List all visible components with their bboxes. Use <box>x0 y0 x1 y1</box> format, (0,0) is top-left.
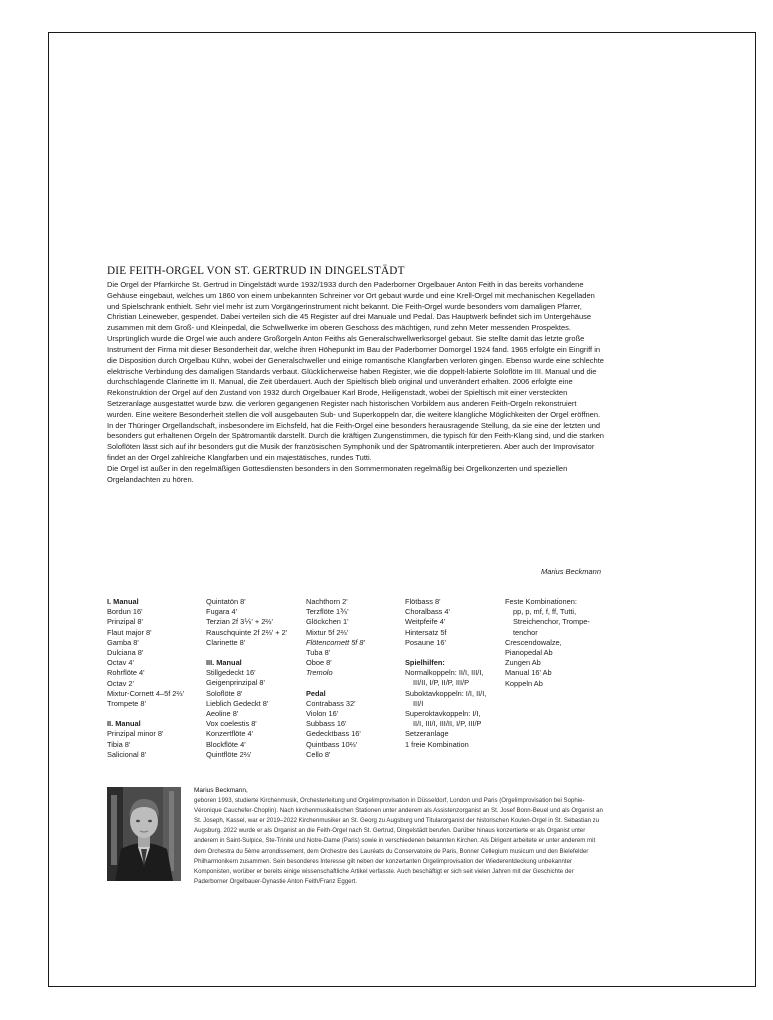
stop-item: Gedecktbass 16' <box>306 729 361 739</box>
stop-list <box>107 607 184 709</box>
stop-item: 1 freie Kombination <box>405 739 469 749</box>
stop-item: Clarinette 8' <box>206 637 246 647</box>
stop-item: Normalkoppeln: II/I, III/I, <box>405 668 484 678</box>
stop-item: Trompete 8' <box>107 699 146 709</box>
stop-item: Zungen Ab <box>505 658 541 668</box>
stop-list <box>306 648 365 668</box>
stop-item: Prinzipal minor 8' <box>107 729 164 739</box>
stop-item: Vox coelestis 8' <box>206 719 257 729</box>
stop-item: II/I, III/I, III/II, I/P, III/P <box>413 719 482 729</box>
stoplist-column-4 <box>405 597 486 750</box>
stop-item: Koppeln Ab <box>505 678 543 688</box>
portrait-photo <box>107 787 181 881</box>
stop-list <box>306 597 365 638</box>
stop-list <box>505 597 590 689</box>
author-signature: Marius Beckmann <box>540 567 601 576</box>
stop-list <box>405 668 486 750</box>
stop-list <box>405 597 486 648</box>
stop-list <box>206 668 287 760</box>
stoplist-column-1 <box>107 597 184 760</box>
article-title: DIE FEITH-ORGEL VON ST. GERTRUD IN DINGELSTÄDT <box>107 265 405 277</box>
stop-list <box>206 597 287 648</box>
stop-item: Crescendowalze, <box>505 637 562 647</box>
stop-item: Flötencornett 5f 8' <box>306 637 365 647</box>
stop-item: Mixtur 5f 2⅔' <box>306 627 349 637</box>
stoplist-column-5 <box>505 597 590 689</box>
stop-item: Suboktavkoppeln: I/I, II/I, <box>405 688 487 698</box>
portrait-image <box>107 787 181 881</box>
stop-item: Choralbass 4' <box>405 607 450 617</box>
article-body <box>107 280 605 485</box>
stop-item: Superoktavkoppeln: I/I, <box>405 709 481 719</box>
article-paragraph: Die Orgel der Pfarrkirche St. Gertrud in Dingelstädt wurde 1932/1933 durch den Paderborner Orgelbauer Anton Feith in das bereits vorhandene Gehäuse eingebaut, welches um 1860 von einem unbekannten Schreiner vor Ort gebaut wurde und eine Krell-Orgel mit mechanischen Kegelladen und Spielschrank enthielt. Sehr viel mehr ist zum Vorgängerinstrument nicht bekannt. Die Feith-Orgel wurde besonders vom damaligen Pfarrer, Christian Leineweber, gespendet. Dabei verteilen sich die 45 Register auf drei Manuale und Pedal. Das Hauptwerk befindet sich im Untergehäuse zusammen mit dem Groß- und Kleinpedal, die Schwellwerke im oberen Geschoss des mächtigen, rund zehn Meter messenden Prospektes. Ursprünglich wurde die Orgel wie auch andere Großorgeln Anton Feiths als Generalschwellwerksorgel gebaut. Sie stellte damit das letzte große Instrument der Firma mit dieser Besonderheit dar, welche ihren Höhepunkt im Bau der Paderborner Domorgel 1924 fand. 1965 erfolgte ein Eingriff in die Disposition durch Orgelbau Kühn, wobei der Generalschweller und einige romantische Klangfarben verloren gingen. Ebenso wurde eine schlechte elektrische Verbindung des damaligen Standards verbaut. Glücklicherweise haben Register, wie die doppelt-labierte Soloflöte im III. Manual und die durchschlagende Clarinette im II. Manual, die Zeit überdauert. Auch der Spieltisch blieb original und unverändert erhalten. 2006 erfolgte eine Rekonstruktion der Orgel auf den Zustand von 1932 durch Orgelbauer Karl Brode, Heiligenstadt, wobei der Spieltisch mit einer versteckten Setzeranlage ausgestattet wurde bzw. die verloren gegangenen Register nach historischen Vorbildern aus anderen Feith-Orgeln rekonstruiert wurden. Eine weitere Besonderheit stellen die voll ausgebauten Sub- und Superkoppeln dar, die weitere klangliche Möglichkeiten der Orgel eröffnen. In der Thüringer Orgellandschaft, insbesondere im Eichsfeld, hat die Feith-Orgel eine besonders herausragende Stellung, da sie eine der letzten und besonders gut erhaltenen Orgeln der Spätromantik darstellt. Durch die kräftigen Zungenstimmen, die typisch für den Feith-Klang sind, und die starken Soloflöten lässt sich auf ihr besonders gut die Musik der französischen Symphonik und der Spätromantik interpretieren. Aber auch der Improvisator findet an der Orgel zahlreiche Klangfarben und ein majestätisches, rundes Tutti. <box>107 280 604 462</box>
playing-aids-heading: Spielhilfen: <box>405 658 445 668</box>
stop-item: Subbass 16' <box>306 719 347 729</box>
stop-item: Mixtur-Cornett 4–5f 2⅔' <box>107 688 184 698</box>
stop-item: Lieblich Gedeckt 8' <box>206 698 269 708</box>
stop-item: Flaut major 8' <box>107 627 152 637</box>
stop-item: Pianopedal Ab <box>505 648 553 658</box>
stop-item: Rauschquinte 2f 2⅔' + 2' <box>206 627 288 637</box>
bio-name: Marius Beckmann, <box>194 787 248 794</box>
stop-item: Octav 4' <box>107 658 134 668</box>
stop-item: Nachthorn 2' <box>306 597 348 606</box>
stop-item: Posaune 16' <box>405 637 446 647</box>
manual-3-heading: III. Manual <box>206 658 242 668</box>
stop-item: III/I <box>413 698 424 708</box>
stop-item: Gamba 8' <box>107 637 139 647</box>
stop-item: tenchor <box>513 627 538 637</box>
stop-item: Dulciana 8' <box>107 648 144 658</box>
stop-item: Flötbass 8' <box>405 597 441 606</box>
stop-list <box>306 699 365 760</box>
stop-item: Manual 16' Ab <box>505 668 552 678</box>
stop-item: Bordun 16' <box>107 607 143 617</box>
tremolo-label: Tremolo <box>306 668 333 678</box>
stop-item: III/II, I/P, II/P, III/P <box>413 678 470 688</box>
stop-item: Rohrflöte 4' <box>107 668 145 678</box>
stop-item: pp, p, mf, f, ff, Tutti, <box>513 607 577 617</box>
stop-item: Setzeranlage <box>405 729 449 739</box>
article-paragraph: Die Orgel ist außer in den regelmäßigen Gottesdiensten besonders in den Sommermonaten regelmäßig bei Orgelkonzerten und speziellen Orgelandachten zu hören. <box>107 463 568 484</box>
bio-text: geboren 1993, studierte Kirchenmusik, Orchesterleitung und Orgelimprovisation in Düsseldorf, London und Paris (Orgelimprovisation bei Sophie-Véronique Cauchefer-Choplin). Nach kirchenmusikalischen Stationen unter anderem als Assistenzorganist an St. Josef Bonn-Beuel und als Organist an St. Joseph, Kassel, war er 2019–2022 Kirchenmusiker an St. Georg zu Augsburg und Titularorganist der historischen Koulen-Orgel in St. Sebastian zu Augsburg. 2022 wurde er als Organist an die Feith-Orgel nach St. Gertrud, Dingelstädt berufen. Darüber hinaus konzertierte er als Organist unter anderem in Saint-Sulpice, Ste-Trinité und Notre-Dame (Paris) sowie in verschiedenen bekannten Kirchen. Als Dirigent arbeitete er unter anderem mit dem Orchestra du 5ème arrondissement, dem Orchestre des Lauréats du Conservatoire de Paris, Bonner Cellegium musicum und den Bielefelder Philharmonikern zusammen. Sein besonderes Interesse gilt neben der konzertanten Orgelimprovisation der Wiederentdeckung unbekannter Komponisten, worüber er bereits einige wissenschaftliche Artikel verfasste. Auch beschäftigt er sich seit vielen Jahren mit der Geschichte der Paderborner Orgelbauer-Dynastie Anton Feith/Franz Eggert. <box>194 797 603 885</box>
stop-item: Weitpfeife 4' <box>405 617 446 627</box>
stop-item: Streichenchor, Trompe- <box>513 617 590 627</box>
stop-item: Tuba 8' <box>306 648 331 658</box>
stop-item: Glöckchen 1' <box>306 617 349 627</box>
stop-item: Salicional 8' <box>107 749 147 759</box>
stop-item: Oboe 8' <box>306 658 332 668</box>
stop-item: Konzertflöte 4' <box>206 729 254 739</box>
biography <box>194 786 606 887</box>
pedal-heading: Pedal <box>306 688 326 698</box>
stop-item: Terzflöte 1⅗' <box>306 607 349 617</box>
stop-item: Fugara 4' <box>206 607 237 617</box>
stop-item: Soloflöte 8' <box>206 688 243 698</box>
stop-item: Geigenprinzipal 8' <box>206 678 265 688</box>
stop-item: Stillgedeckt 16' <box>206 668 256 678</box>
stop-item: Cello 8' <box>306 749 331 759</box>
stop-item: Terzian 2f 3⅕' + 2⅔' <box>206 617 273 627</box>
stop-item: Feste Kombinationen: <box>505 597 577 606</box>
stop-item: Hintersatz 5f <box>405 627 447 637</box>
stop-item: Contrabass 32' <box>306 698 356 708</box>
manual-2-heading: II. Manual <box>107 719 141 729</box>
stop-item: Aeoline 8' <box>206 709 239 719</box>
stop-item: Tibia 8' <box>107 739 131 749</box>
stop-item: Prinzipal 8' <box>107 617 143 627</box>
stop-item: Octav 2' <box>107 678 134 688</box>
stop-item: Quintatön 8' <box>206 597 246 606</box>
stop-item: Violon 16' <box>306 709 339 719</box>
stoplist-column-3 <box>306 597 365 760</box>
stop-item: Quintbass 10⅔' <box>306 739 358 749</box>
stop-item: Quintflöte 2⅔' <box>206 749 252 759</box>
stoplist-column-2 <box>206 597 287 760</box>
manual-1-heading: I. Manual <box>107 597 139 606</box>
stop-item: Blockflöte 4' <box>206 739 246 749</box>
stop-list <box>107 729 184 760</box>
